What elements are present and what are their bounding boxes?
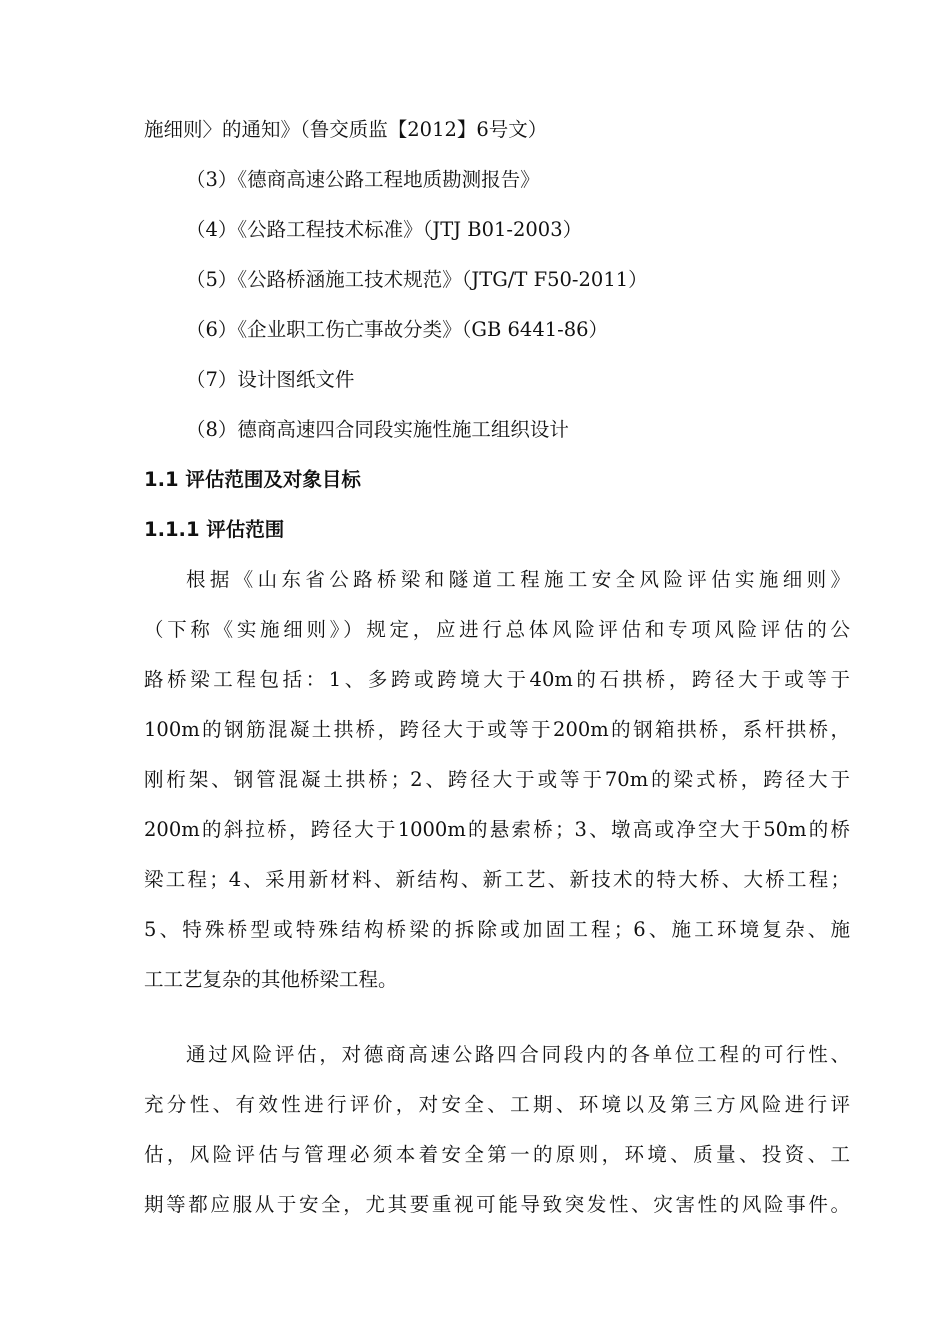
- reference-item-3: （3）《德商高速公路工程地质勘测报告》: [186, 168, 540, 191]
- section-heading-1-1-1: 1.1.1 评估范围: [144, 518, 285, 541]
- reference-item-7: （7）设计图纸文件: [186, 368, 355, 391]
- paragraph-line: 工工艺复杂的其他桥梁工程。: [144, 968, 398, 991]
- paragraph-line: 根据《山东省公路桥梁和隧道工程施工安全风险评估实施细则》: [186, 568, 850, 591]
- paragraph-line: 估，风险评估与管理必须本着安全第一的原则，环境、质量、投资、工: [144, 1143, 850, 1166]
- paragraph-line: 充分性、有效性进行评价，对安全、工期、环境以及第三方风险进行评: [144, 1093, 850, 1116]
- paragraph-line: 100m的钢筋混凝土拱桥，跨径大于或等于200m的钢箱拱桥，系杆拱桥，: [144, 718, 850, 741]
- reference-item-5: （5）《公路桥涵施工技术规范》（JTG/T F50-2011）: [186, 268, 648, 291]
- reference-item-4: （4）《公路工程技术标准》（JTJ B01-2003）: [186, 218, 583, 241]
- section-heading-1-1: 1.1 评估范围及对象目标: [144, 468, 361, 491]
- reference-item-6: （6）《企业职工伤亡事故分类》（GB 6441-86）: [186, 318, 609, 341]
- paragraph-line: 刚桁架、钢管混凝土拱桥；2、跨径大于或等于70m的梁式桥，跨径大于: [144, 768, 850, 791]
- text-line: 施细则〉的通知》（鲁交质监【2012】6号文）: [144, 118, 548, 141]
- paragraph-line: 通过风险评估，对德商高速公路四合同段内的各单位工程的可行性、: [186, 1043, 850, 1066]
- paragraph-line: 5、特殊桥型或特殊结构桥梁的拆除或加固工程；6、施工环境复杂、施: [144, 918, 850, 941]
- paragraph-line: 路桥梁工程包括：1、多跨或跨境大于40m的石拱桥，跨径大于或等于: [144, 668, 850, 691]
- paragraph-line: 200m的斜拉桥，跨径大于1000m的悬索桥；3、墩高或净空大于50m的桥: [144, 818, 850, 841]
- reference-item-8: （8）德商高速四合同段实施性施工组织设计: [186, 418, 569, 441]
- paragraph-line: 梁工程；4、采用新材料、新结构、新工艺、新技术的特大桥、大桥工程；: [144, 868, 850, 891]
- paragraph-line: 期等都应服从于安全，尤其要重视可能导致突发性、灾害性的风险事件。: [144, 1193, 850, 1216]
- paragraph-line: （下称《实施细则》）规定，应进行总体风险评估和专项风险评估的公: [144, 618, 850, 641]
